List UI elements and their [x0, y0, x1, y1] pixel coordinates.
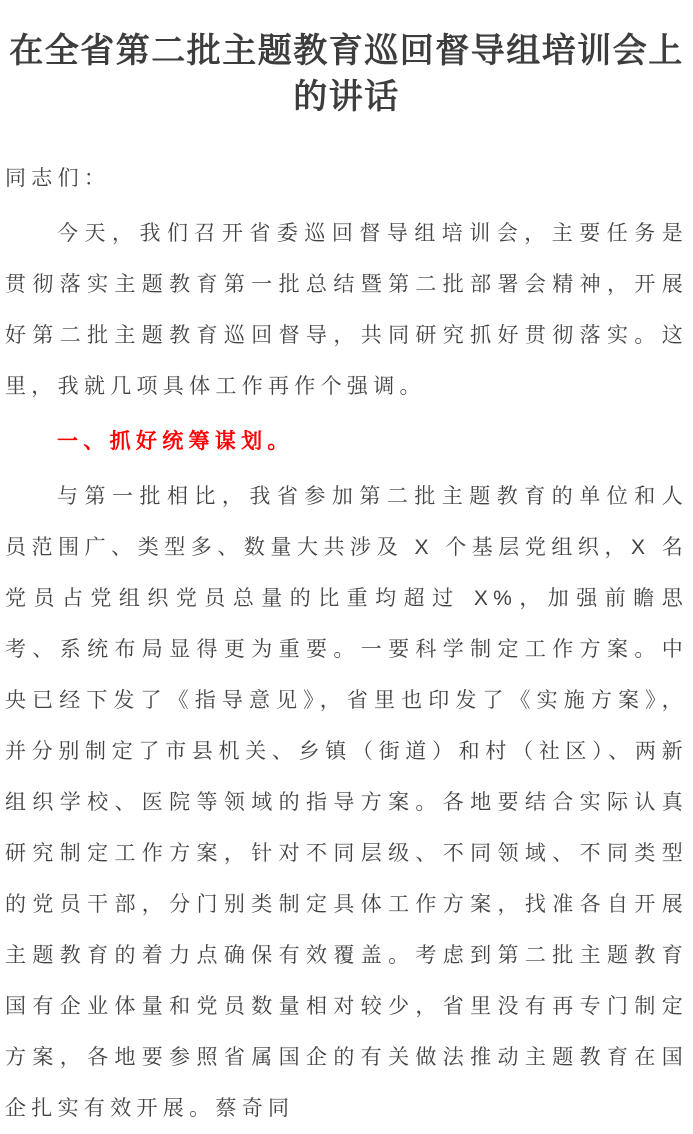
document-page: [0, 28, 693, 1125]
document-title: 在全省第二批主题教育巡回督导组培训会上的讲话: [9, 32, 684, 116]
paragraph-intro: 今天，我们召开省委巡回督导组培训会，主要任务是贯彻落实主题教育第一批总结暨第二批部署会精神，开展好第二批主题教育巡回督导，共同研究抓好贯彻落实。这里，我就几项具体工作再作个强调。: [5, 222, 688, 398]
section-heading-1: 一、抓好统筹谋划。: [57, 430, 294, 453]
salutation-text: 同志们：: [5, 167, 111, 190]
paragraph-section-1: 与第一批相比，我省参加第二批主题教育的单位和人员范围广、类型多、数量大共涉及 X 个基层党组织，X 名党员占党组织党员总量的比重均超过 X%，加强前瞻思考、系统布局显得更为重要。一要科学制定工作方案。中央已经下发了《指导意见》，省里也印发了《实施方案》，并分别制定了市县机关、乡镇（街道）和村（社区）、两新组织学校、医院等领域的指导方案。各地要结合实际认真研究制定工作方案，针对不同层级、不同领域、不同类型的党员干部，分门别类制定具体工作方案，找准各自开展主题教育的着力点确保有效覆盖。考虑到第二批主题教育国有企业体量和党员数量相对较少，省里没有再专门制定方案，各地要参照省属国企的有关做法推动主题教育在国企扎实有效开展。蔡奇同: [5, 485, 688, 1120]
